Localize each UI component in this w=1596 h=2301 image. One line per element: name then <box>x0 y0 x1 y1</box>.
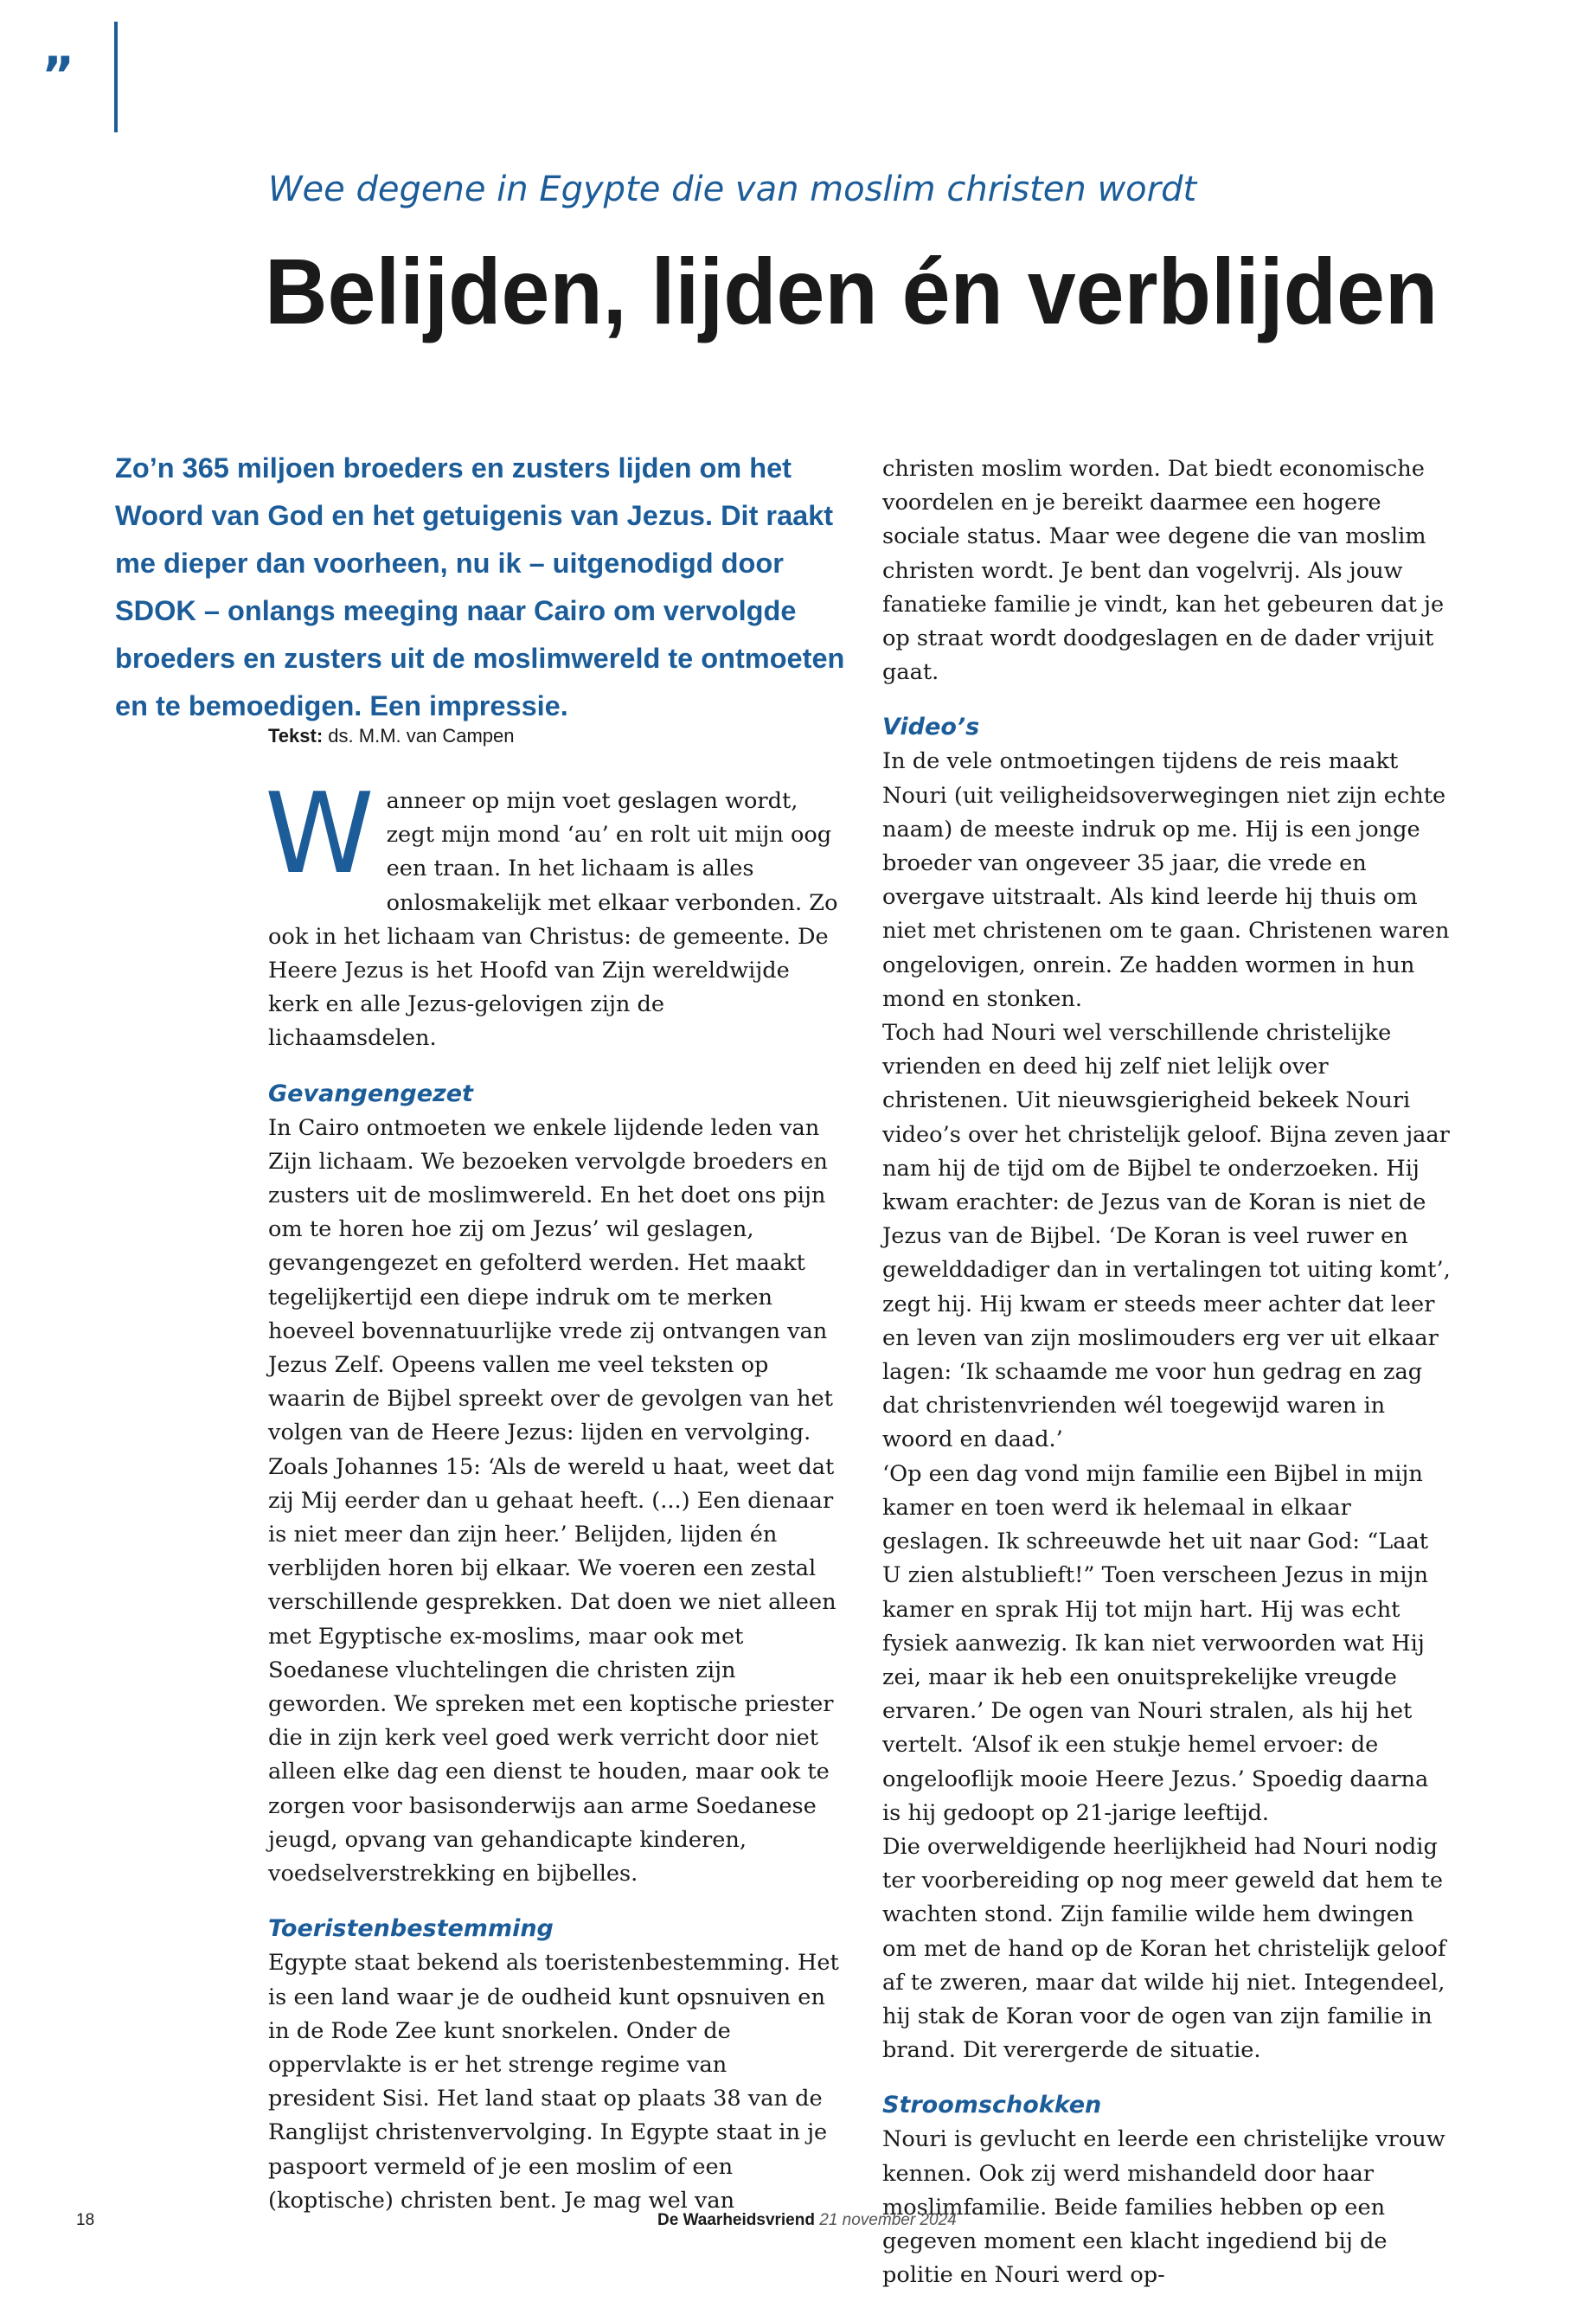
quote-mark-icon: ” <box>42 46 75 105</box>
subheading-stroomschokken: Stroomschokken <box>882 2092 1102 2119</box>
paragraph: ‘Op een dag vond mijn familie een Bijbel in mijn kamer en toen werd ik helemaal in elkaar geslagen. Ik schreeuwde het uit naar God: “Laat U zien alstublieft!” Toen verscheen Jezus in mijn kamer en sprak Hij tot mijn hart. Hij was echt fysiek aanwezig. Ik kan niet verwoorden wat Hij zei, maar ik heb een onuitsprekelijke vreugde ervaren.’ De ogen van Nouri stralen, als hij het vertelt. ‘Alsof ik een stukje hemel ervoer: de ongelooflijk mooie Heere Jezus.’ Spoedig daarna is hij gedoopt op 21-jarige leeftijd. <box>882 1460 1429 1826</box>
paragraph: Die overweldigende heerlijkheid had Nouri nodig ter voorbereiding op nog meer geweld dat hem te wachten stond. Zijn familie wilde hem dwingen om met de hand op de Koran het christelijk geloof af te zweren, maar dat wilde hij niet. Integendeel, hij stak de Koran voor de ogen van zijn familie in brand. Dit verergerde de situatie. <box>882 1833 1446 2064</box>
paragraph: In de vele ontmoetingen tijdens de reis maakt Nouri (uit veiligheidsoverwegingen niet zijn echte naam) de meeste indruk op me. Hij is een jonge broeder van ongeveer 35 jaar, die vrede en overgave uitstraalt. Als kind leerde hij thuis om niet met christenen om te gaan. Christenen waren ongelovigen, onrein. Ze hadden wormen in hun mond en stonken. <box>882 748 1450 1012</box>
subheading-videos: Video’s <box>882 714 980 741</box>
subheading-toeristenbestemming: Toeristenbestemming <box>268 1915 554 1943</box>
kicker: Wee degene in Egypte die van moslim christen wordt <box>268 170 1197 209</box>
publication-footer <box>657 2211 957 2230</box>
intro-lead: Zo’n 365 miljoen broeders en zusters lijden om het Woord van God en het getuigenis van Jezus. Dit raakt me dieper dan voorheen, nu ik – uitgenodigd door SDOK – onlangs meeging naar Cairo om vervolgde broeders en zusters uit de moslimwereld te ontmoeten en te bemoedigen. Een impressie. <box>115 452 845 721</box>
paragraph: Toch had Nouri wel verschillende christelijke vrienden en deed hij zelf niet lelijk over christenen. Uit nieuwsgierigheid bekeek Nouri video’s over het christelijk geloof. Bijna zeven jaar nam hij de tijd om de Bijbel te onderzoeken. Hij kwam erachter: de Jezus van de Koran is niet de Jezus van de Bijbel. ‘De Koran is veel ruwer en gewelddadiger dan in vertalingen tot uiting komt’, zegt hij. Hij kwam er steeds meer achter dat leer en leven van zijn moslimouders erg ver uit elkaar lagen: ‘Ik schaamde me voor hun gedrag en zag dat christenvrienden wél toegewijd waren in woord en daad.’ <box>882 1020 1451 1453</box>
article-column-right <box>882 452 1453 2292</box>
opening-paragraph <box>265 770 839 1056</box>
subheading-gevangengezet: Gevangengezet <box>268 1080 473 1107</box>
vertical-rule <box>114 22 118 132</box>
paragraph: In Cairo ontmoeten we enkele lijdende leden van Zijn lichaam. We bezoeken vervolgde broeders en zusters uit de moslimwereld. En het doet ons pijn om te horen hoe zij om Jezus’ wil geslagen, gevangengezet en gefolterd werden. Het maakt tegelijkertijd een diepe indruk om te merken hoeveel bovennatuurlijke vrede zij ontvangen van Jezus Zelf. Opeens vallen me veel teksten op waarin de Bijbel spreekt over de gevolgen van het volgen van de Heere Jezus: lijden en vervolging. Zoals Johannes 15: ‘Als de wereld u haat, weet dat zij Mij eerder dan u gehaat heeft. (...) Een dienaar is niet meer dan zijn heer.’ Belijden, lijden én verblijden horen bij elkaar. We voeren een zestal verschillende gesprekken. Dat doen we niet alleen met Egyptische ex-moslims, maar ook met Soedanese vluchtelingen die christen zijn geworden. We spreken met een koptische priester die in zijn kerk veel goed werk verricht door niet alleen elke dag een dienst te houden, maar ook te zorgen voor basisonderwijs aan arme Soedanese jeugd, opvang van gehandicapte kinderen, voedselverstrekking en bijbelles. <box>268 1114 836 1888</box>
paragraph: Nouri is gevlucht en leerde een christelijke vrouw kennen. Ook zij werd mishandeld door haar moslimfamilie. Beide families hebben op een gegeven moment een klacht ingediend bij de politie en Nouri werd op- <box>882 2126 1445 2289</box>
publication-name: De Waarheidsvriend <box>657 2211 815 2229</box>
byline <box>268 725 514 747</box>
drop-cap: W <box>265 770 375 899</box>
publication-date: 21 november 2024 <box>819 2211 957 2229</box>
headline: Belijden, lijden én verblijden <box>265 239 1439 343</box>
opening-text: anneer op mijn voet geslagen wordt, zegt mijn mond ‘au’ en rolt uit mijn oog een traan. In het lichaam is alles onlosmakelijk met elkaar verbonden. Zo ook in het lichaam van Christus: de gemeente. De Heere Jezus is het Hoofd van Zijn wereldwijde kerk en alle Jezus-gelovigen zijn de lichaamsdelen. <box>268 788 838 1052</box>
paragraph: christen moslim worden. Dat biedt economische voordelen en je bereikt daarmee een hogere sociale status. Maar wee degene die van moslim christen wordt. Je bent dan vogelvrij. Als jouw fanatieke familie je vindt, kan het gebeuren dat je op straat wordt doodgeslagen en de dader vrijuit gaat. <box>882 456 1445 686</box>
article-column-left <box>265 770 839 2218</box>
paragraph: Egypte staat bekend als toeristenbestemming. Het is een land waar je de oudheid kunt opsnuiven en in de Rode Zee kunt snorkelen. Onder de oppervlakte is er het strenge regime van president Sisi. Het land staat op plaats 38 van de Ranglijst christenvervolging. In Egypte staat in je paspoort vermeld of je een moslim of een (koptische) christen bent. Je mag wel van <box>268 1950 839 2214</box>
page-number: 18 <box>76 2211 95 2229</box>
byline-label: Tekst: <box>268 725 324 747</box>
byline-author: ds. M.M. van Campen <box>328 725 515 747</box>
